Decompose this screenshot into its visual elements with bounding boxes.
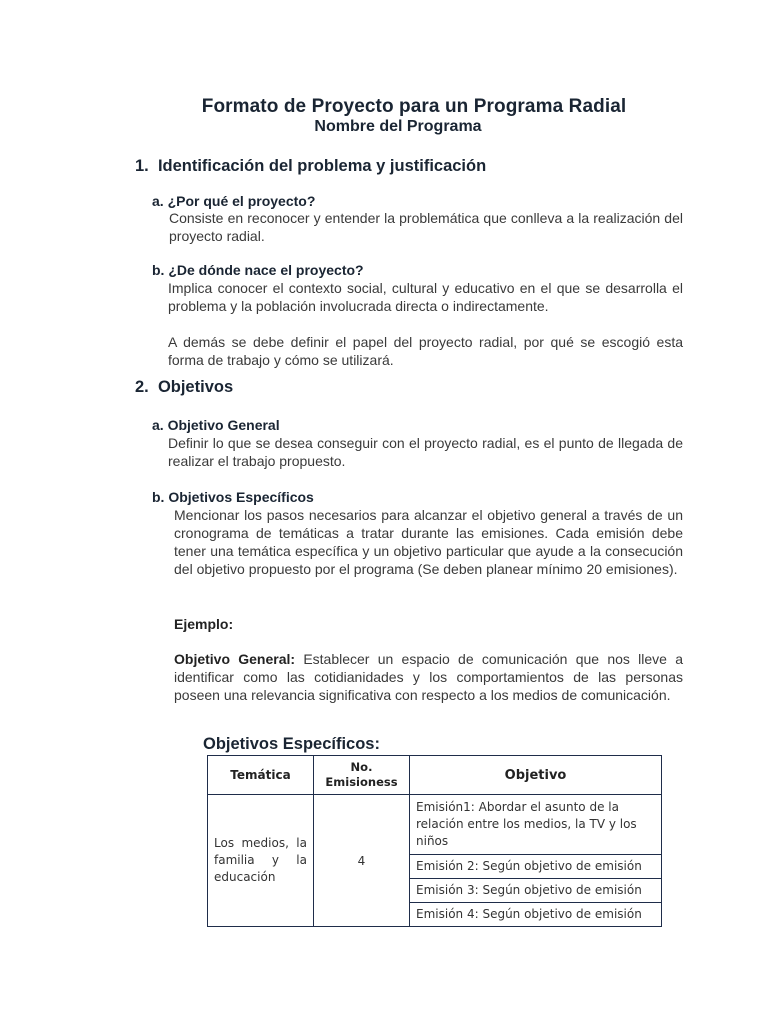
header-emisiones: No. Emisioness bbox=[314, 756, 410, 795]
table-row bbox=[208, 795, 662, 855]
objetivo-cell-2: Emisión 2: Según objetivo de emisión bbox=[410, 855, 662, 879]
objetivo-cell-4: Emisión 4: Según objetivo de emisión bbox=[410, 903, 662, 927]
section-2-title: Objetivos bbox=[157, 378, 234, 396]
section-1b-heading: b. ¿De dónde nace el proyecto? bbox=[152, 262, 364, 278]
section-1b-text-2: A demás se debe definir el papel del proyecto radial, por qué se escogió esta forma de trabajo y cómo se utilizará. bbox=[168, 334, 683, 368]
specific-objectives-table bbox=[207, 755, 662, 927]
example-label: Ejemplo: bbox=[174, 616, 234, 632]
example-general-text: Establecer un espacio de comunicación que nos lleve a identificar como las cotidianidades y los comportamientos de las personas poseen una relevancia significativa con respecto a los medios de comunicación. bbox=[174, 651, 683, 703]
section-2b-heading: b. Objetivos Específicos bbox=[152, 489, 314, 505]
section-1a-text: Consiste en reconocer y entender la problemática que conlleva a la realización del proyecto radial. bbox=[169, 210, 683, 244]
section-2-heading bbox=[135, 378, 233, 397]
table-header-row bbox=[208, 756, 662, 795]
specific-objectives-title: Objetivos Específicos: bbox=[203, 735, 380, 753]
document-title: Formato de Proyecto para un Programa Radial bbox=[201, 96, 627, 117]
section-1-number: 1. bbox=[135, 157, 149, 175]
header-objetivo: Objetivo bbox=[410, 756, 662, 795]
section-2a-text: Definir lo que se desea conseguir con el proyecto radial, es el punto de llegada de realizar el trabajo propuesto. bbox=[168, 435, 683, 469]
objetivo-cell-3: Emisión 3: Según objetivo de emisión bbox=[410, 879, 662, 903]
section-2a-heading: a. Objetivo General bbox=[152, 417, 280, 433]
section-2b-text: Mencionar los pasos necesarios para alcanzar el objetivo general a través de un cronograma de temáticas a tratar durante las emisiones. Cada emisión debe tener una temática específica y un objetivo particular que ayude a la consecución del objetivo propuesto por el programa (Se deben planear mínimo 20 emisiones). bbox=[174, 507, 683, 577]
section-1a-heading: a. ¿Por qué el proyecto? bbox=[152, 193, 316, 209]
objetivo-cell-1: Emisión1: Abordar el asunto de la relación entre los medios, la TV y los niños bbox=[410, 795, 662, 855]
tematica-cell: Los medios, la familia y la educación bbox=[208, 795, 314, 927]
section-1-heading bbox=[135, 157, 486, 176]
header-tematica: Temática bbox=[208, 756, 314, 795]
section-2-number: 2. bbox=[135, 378, 149, 396]
program-name-subtitle: Nombre del Programa bbox=[314, 118, 482, 135]
section-1b-text: Implica conocer el contexto social, cultural y educativo en el que se desarrolla el problema y la población involucrada directa o indirectamente. bbox=[168, 280, 683, 314]
example-general-label: Objetivo General: bbox=[174, 651, 296, 667]
section-1-title: Identificación del problema y justificación bbox=[157, 157, 487, 175]
emisiones-cell: 4 bbox=[314, 795, 410, 927]
example-general-objective bbox=[174, 650, 683, 704]
